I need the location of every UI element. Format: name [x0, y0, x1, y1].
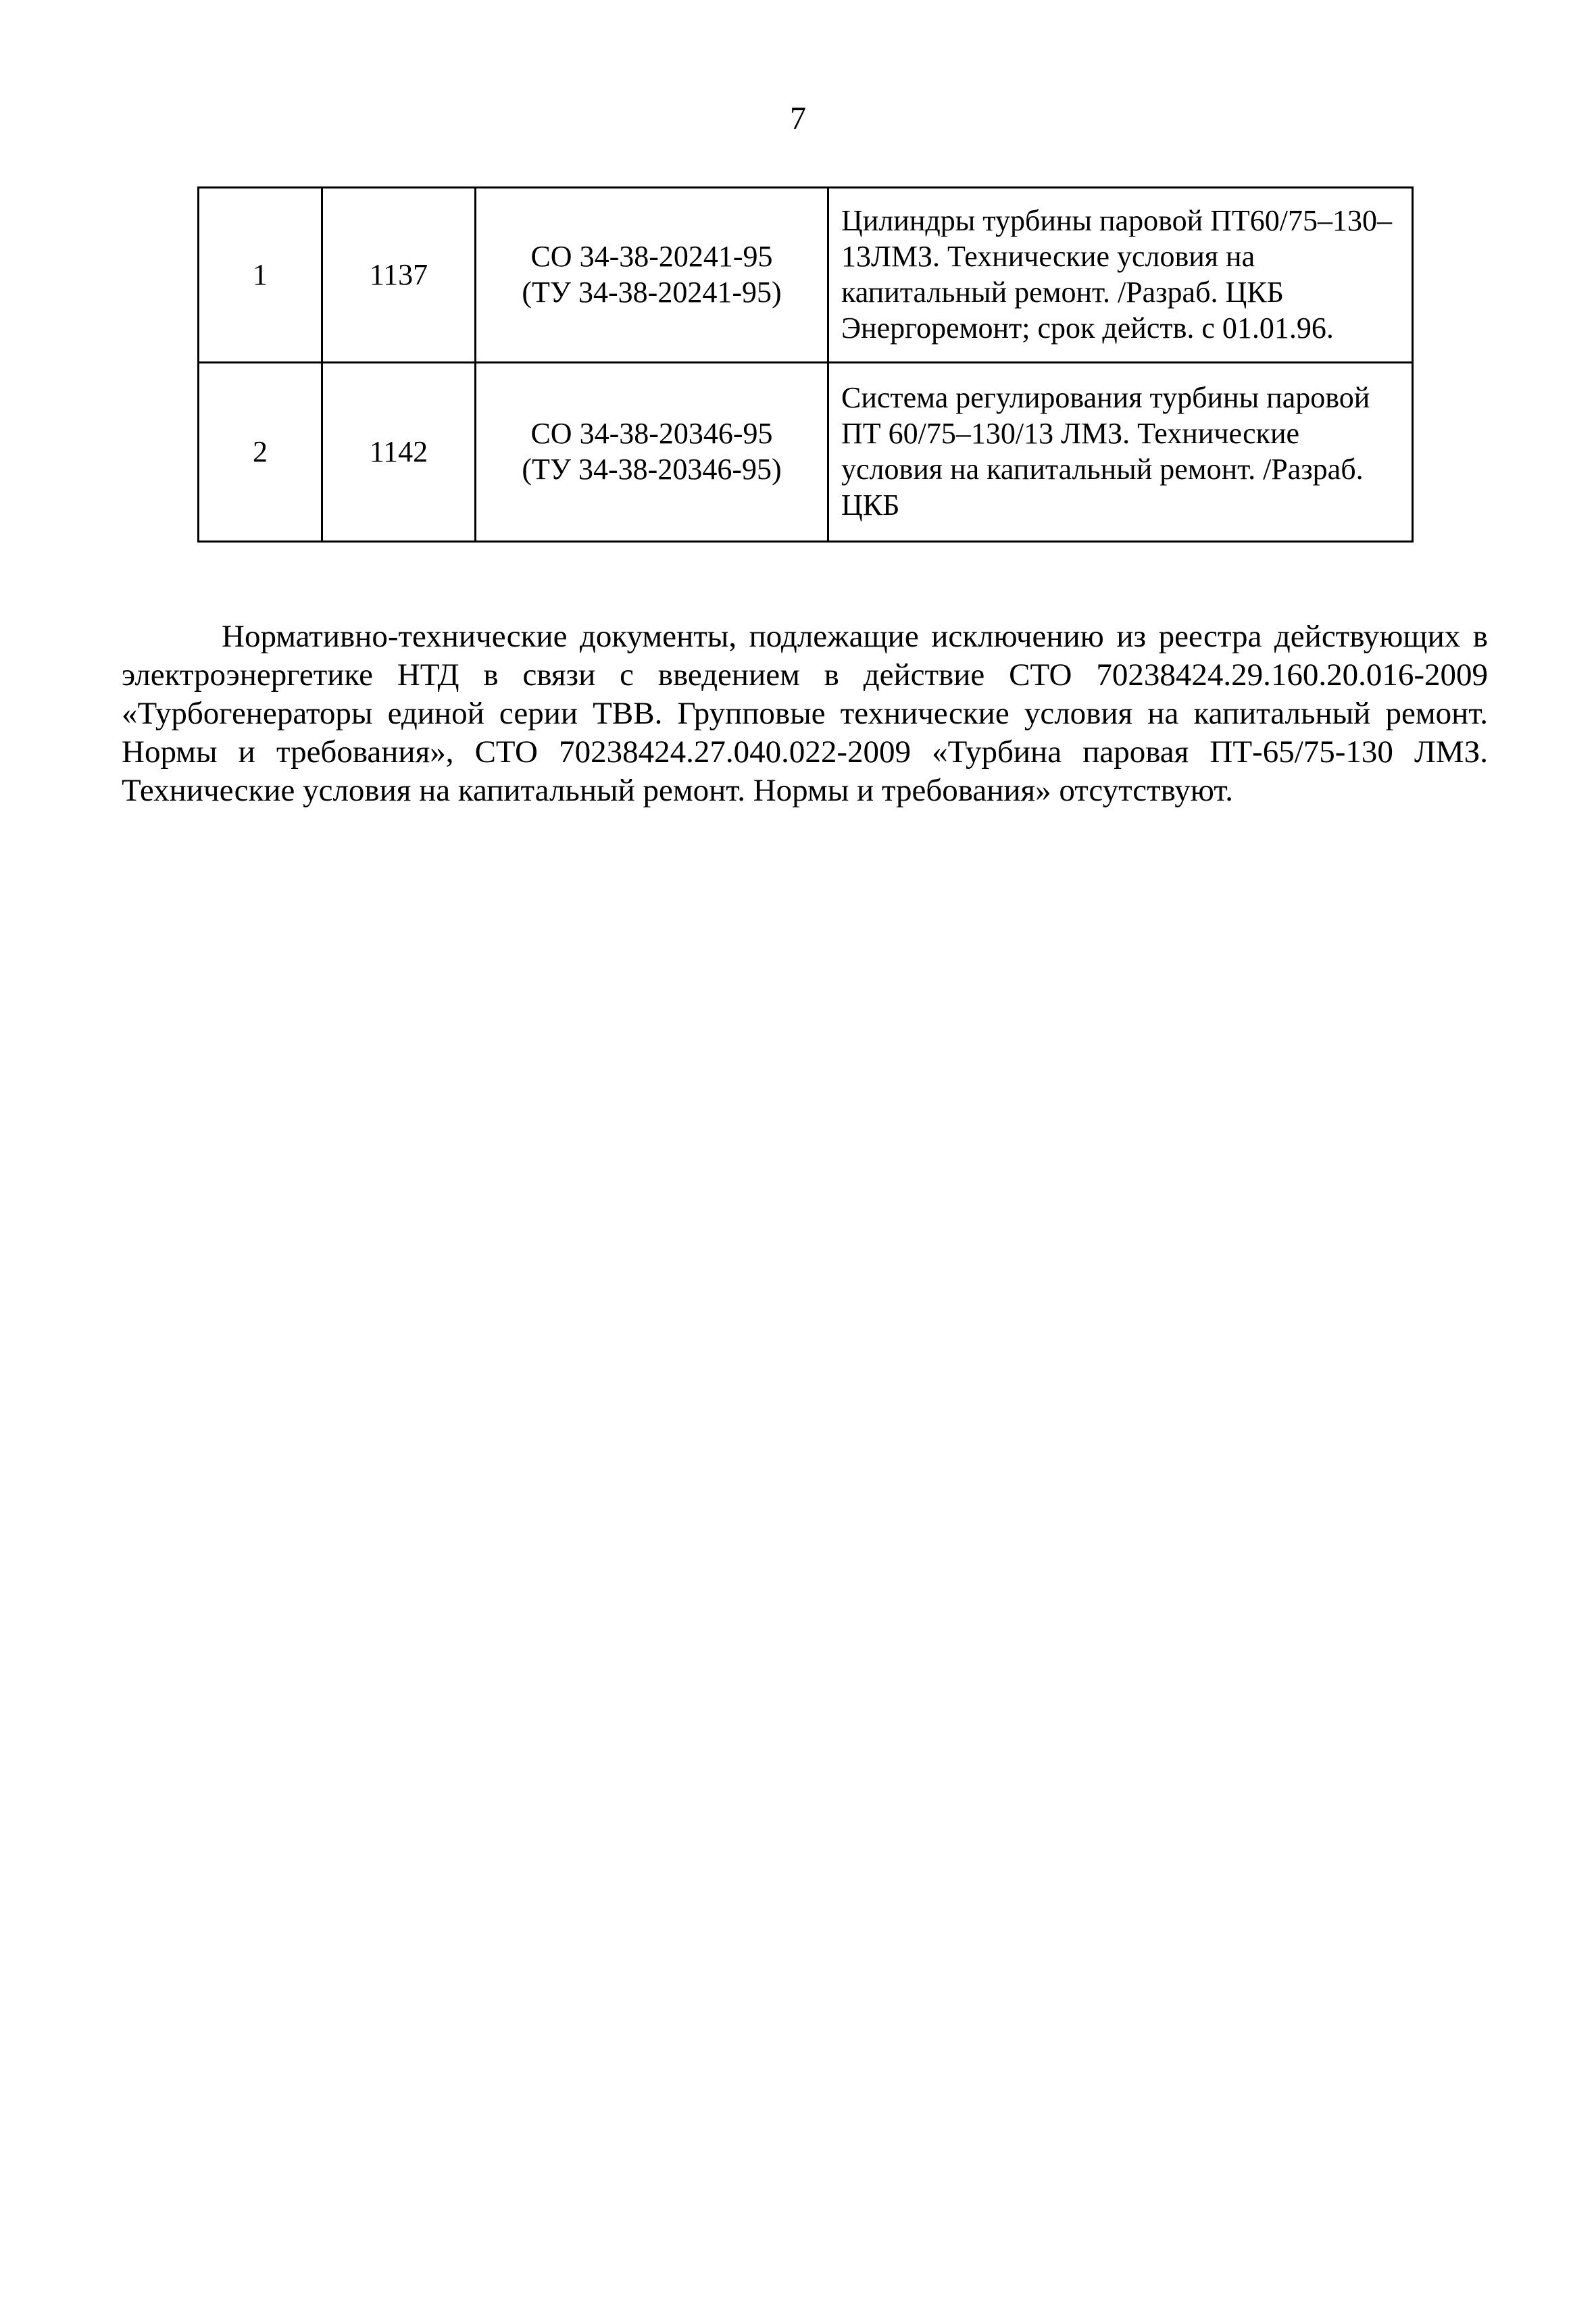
table-row: [199, 363, 1413, 542]
document-table: [197, 186, 1414, 543]
code-alt: (ТУ 34-38-20241-95): [522, 276, 782, 309]
registry-number: 1142: [322, 363, 476, 542]
row-number: 1: [199, 188, 322, 363]
document-code: [476, 363, 828, 542]
document-description: Система регулирования турбины паровой ПТ 60/75–130/13 ЛМЗ. Технические условия на капитальный ремонт. /Разраб. ЦКБ: [828, 363, 1413, 542]
page-number: 7: [790, 101, 806, 136]
body-paragraph: Нормативно-технические документы, подлежащие исключению из реестра действующих в электроэнергетике НТД в связи с введением в действие СТО 70238424.29.160.20.016-2009 «Турбогенераторы единой серии ТВВ. Групповые технические условия на капитальный ремонт. Нормы и требования», СТО 70238424.27.040.022-2009 «Турбина паровая ПТ-65/75-130 ЛМЗ. Технические условия на капитальный ремонт. Нормы и требования» отсутствуют.: [122, 619, 1488, 808]
code-main: СО 34-38-20346-95: [530, 417, 773, 451]
row-number: 2: [199, 363, 322, 542]
code-alt: (ТУ 34-38-20346-95): [522, 453, 782, 486]
table-row: [199, 188, 1413, 363]
document-code: [476, 188, 828, 363]
registry-number: 1137: [322, 188, 476, 363]
document-description: Цилиндры турбины паровой ПТ60/75–130–13ЛМЗ. Технические условия на капитальный ремонт. /Разраб. ЦКБ Энергоремонт; срок действ. с 01.01.96.: [828, 188, 1413, 363]
code-main: СО 34-38-20241-95: [530, 240, 773, 274]
